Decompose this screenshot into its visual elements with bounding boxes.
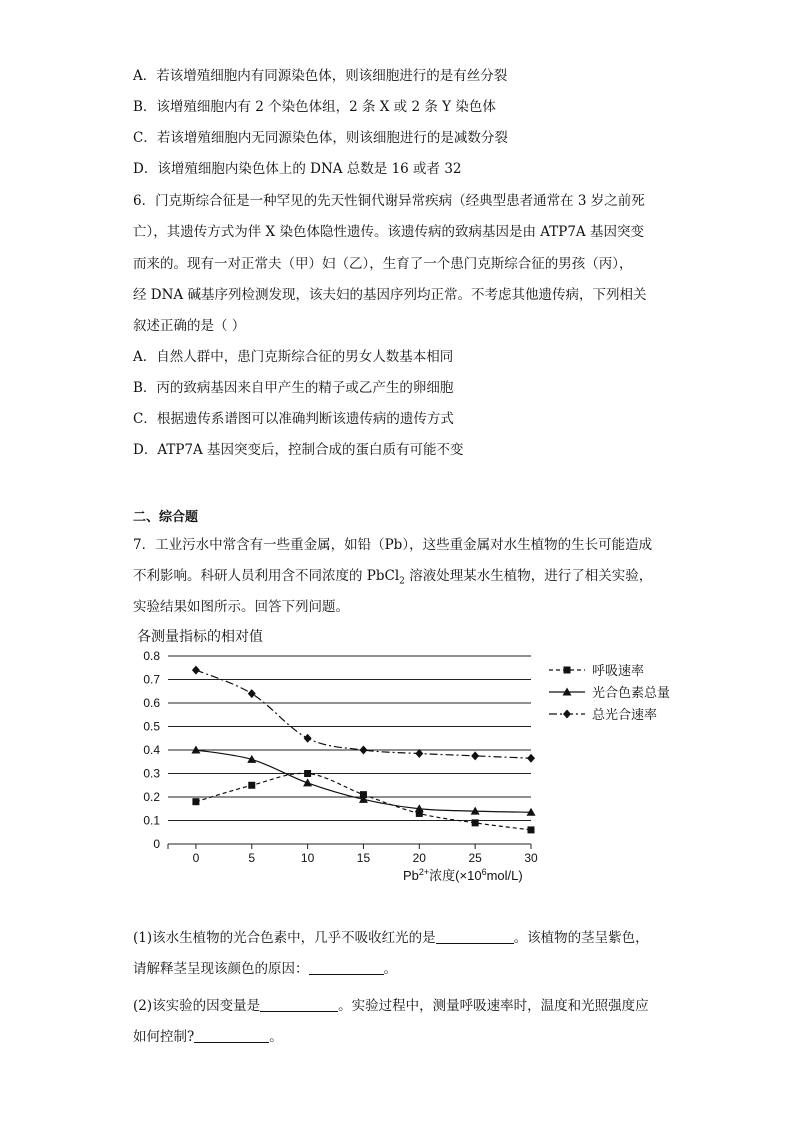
square-marker bbox=[304, 770, 311, 777]
q6-option-c: C．根据遗传系谱图可以准确判断该遗传病的遗传方式 bbox=[133, 411, 454, 427]
y-tick-label: 0.4 bbox=[143, 743, 160, 757]
x-tick-label: 10 bbox=[300, 851, 315, 865]
q6-option-d: D．ATP7A 基因突变后，控制合成的蛋白质有可能不变 bbox=[133, 442, 464, 458]
q7-sub1-text: 请解释茎呈现该颜色的原因： bbox=[133, 961, 309, 977]
q6-stem-line: 叙述正确的是（ ） bbox=[133, 318, 246, 334]
q7-sub1-line bbox=[133, 959, 397, 979]
diamond-marker bbox=[304, 734, 312, 743]
q7-sub2-line bbox=[133, 996, 649, 1016]
x-label-sup: 2+ bbox=[418, 867, 430, 877]
x-tick-label: 0 bbox=[192, 851, 200, 865]
chart-title: 各测量指标的相对值 bbox=[137, 628, 263, 644]
q6-stem-line: 6．门克斯综合征是一种罕见的先天性铜代谢异常疾病（经典型患者通常在 3 岁之前死 bbox=[133, 193, 645, 209]
square-marker bbox=[528, 826, 535, 833]
q7-stem-line: 7．工业污水中常含有一些重金属，如铅（Pb），这些重金属对水生植物的生长可能造成 bbox=[133, 537, 653, 553]
q7-sub2-line bbox=[133, 1027, 283, 1047]
q6-stem-line: 经 DNA 碱基序列检测发现，该夫妇的基因序列均正常。不考虑其他遗传病，下列相关 bbox=[133, 287, 647, 303]
y-tick-label: 0.8 bbox=[143, 649, 160, 663]
answer-blank[interactable] bbox=[260, 997, 338, 1012]
answer-blank[interactable] bbox=[309, 960, 384, 975]
q5-option-b: B．该增殖细胞内有 2 个染色体组，2 条 X 或 2 条 Y 染色体 bbox=[133, 99, 496, 115]
x-axis-ticks bbox=[168, 844, 538, 865]
diamond-marker bbox=[563, 710, 571, 719]
y-tick-label: 0.1 bbox=[143, 813, 160, 828]
q7-sub2-text: (2)该实验的因变量是 bbox=[133, 998, 261, 1014]
x-tick-label: 20 bbox=[412, 851, 426, 865]
q7-sub2-text: 。实验过程中，测量呼吸速率时，温度和光照强度应 bbox=[338, 998, 649, 1014]
q7-stem-line: 实验结果如图所示。回答下列问题。 bbox=[133, 599, 349, 615]
subscript: 2 bbox=[399, 576, 405, 587]
square-marker bbox=[472, 819, 479, 826]
x-tick-label: 5 bbox=[248, 851, 256, 865]
y-tick-label: 0.5 bbox=[143, 719, 160, 734]
diamond-marker bbox=[248, 689, 256, 698]
q6-option-b: B．丙的致病基因来自甲产生的精子或乙产生的卵细胞 bbox=[133, 380, 454, 396]
diamond-marker bbox=[471, 751, 479, 760]
q7-sub1-line bbox=[133, 928, 649, 948]
q5-option-d: D．该增殖细胞内染色体上的 DNA 总数是 16 或者 32 bbox=[133, 161, 462, 177]
x-label-part: mol/L) bbox=[486, 868, 523, 883]
x-axis-label bbox=[403, 867, 523, 883]
diamond-marker bbox=[359, 746, 367, 755]
q7-stem-text: 不利影响。科研人员利用含不同浓度的 PbCl bbox=[133, 568, 400, 584]
answer-blank[interactable] bbox=[436, 929, 514, 944]
chart-grid bbox=[168, 656, 531, 844]
triangle-marker bbox=[303, 778, 312, 786]
x-label-part: 浓度(×10 bbox=[429, 868, 482, 883]
legend-label: 光合色素总量 bbox=[592, 685, 671, 700]
square-marker bbox=[192, 798, 199, 805]
chart-legend bbox=[549, 663, 670, 722]
series-diamond bbox=[192, 666, 535, 763]
q7-stem-text: 溶液处理某水生植物，进行了相关实验， bbox=[404, 568, 653, 584]
answer-blank[interactable] bbox=[194, 1028, 269, 1043]
x-tick-label: 25 bbox=[468, 851, 482, 865]
q7-sub1-text: 。 bbox=[383, 961, 397, 977]
q7-stem-line bbox=[133, 566, 652, 592]
x-label-part: Pb bbox=[403, 868, 419, 883]
q7-sub2-text: 。 bbox=[269, 1029, 283, 1045]
x-tick-label: 30 bbox=[524, 851, 538, 865]
series-line bbox=[196, 750, 531, 812]
x-tick-label: 15 bbox=[356, 851, 371, 865]
series-line bbox=[196, 670, 531, 758]
diamond-marker bbox=[192, 666, 200, 675]
q6-stem-line: 亡），其遗传方式为伴 X 染色体隐性遗传。该遗传病的致病基因是由 ATP7A 基因突变 bbox=[133, 224, 644, 240]
y-tick-label: 0 bbox=[153, 837, 160, 851]
q7-sub1-text: 。该植物的茎呈紫色， bbox=[513, 930, 649, 946]
square-marker bbox=[248, 782, 255, 789]
q7-sub1-text: (1)该水生植物的光合色素中，几乎不吸收红光的是 bbox=[133, 930, 436, 946]
square-marker bbox=[564, 667, 571, 674]
y-tick-label: 0.7 bbox=[143, 672, 160, 687]
y-tick-label: 0.3 bbox=[143, 766, 160, 781]
line-chart bbox=[133, 624, 703, 889]
y-axis-ticks bbox=[143, 649, 160, 851]
q5-option-a: A．若该增殖细胞内有同源染色体，则该细胞进行的是有丝分裂 bbox=[133, 68, 508, 84]
q5-option-c: C．若该增殖细胞内无同源染色体，则该细胞进行的是减数分裂 bbox=[133, 130, 508, 146]
legend-label: 总光合速率 bbox=[592, 707, 658, 722]
legend-label: 呼吸速率 bbox=[592, 663, 645, 678]
q6-stem-line: 而来的。现有一对正常夫（甲）妇（乙），生育了一个患门克斯综合征的男孩（丙）， bbox=[133, 256, 633, 272]
y-tick-label: 0.6 bbox=[143, 696, 160, 710]
section-heading: 二、综合题 bbox=[133, 510, 199, 525]
x-label-sup: 6 bbox=[481, 867, 487, 877]
q7-sub2-text: 如何控制? bbox=[133, 1029, 195, 1045]
q6-option-a: A．自然人群中，患门克斯综合征的男女人数基本相同 bbox=[133, 349, 454, 365]
y-tick-label: 0.2 bbox=[143, 790, 160, 804]
diamond-marker bbox=[527, 754, 535, 763]
